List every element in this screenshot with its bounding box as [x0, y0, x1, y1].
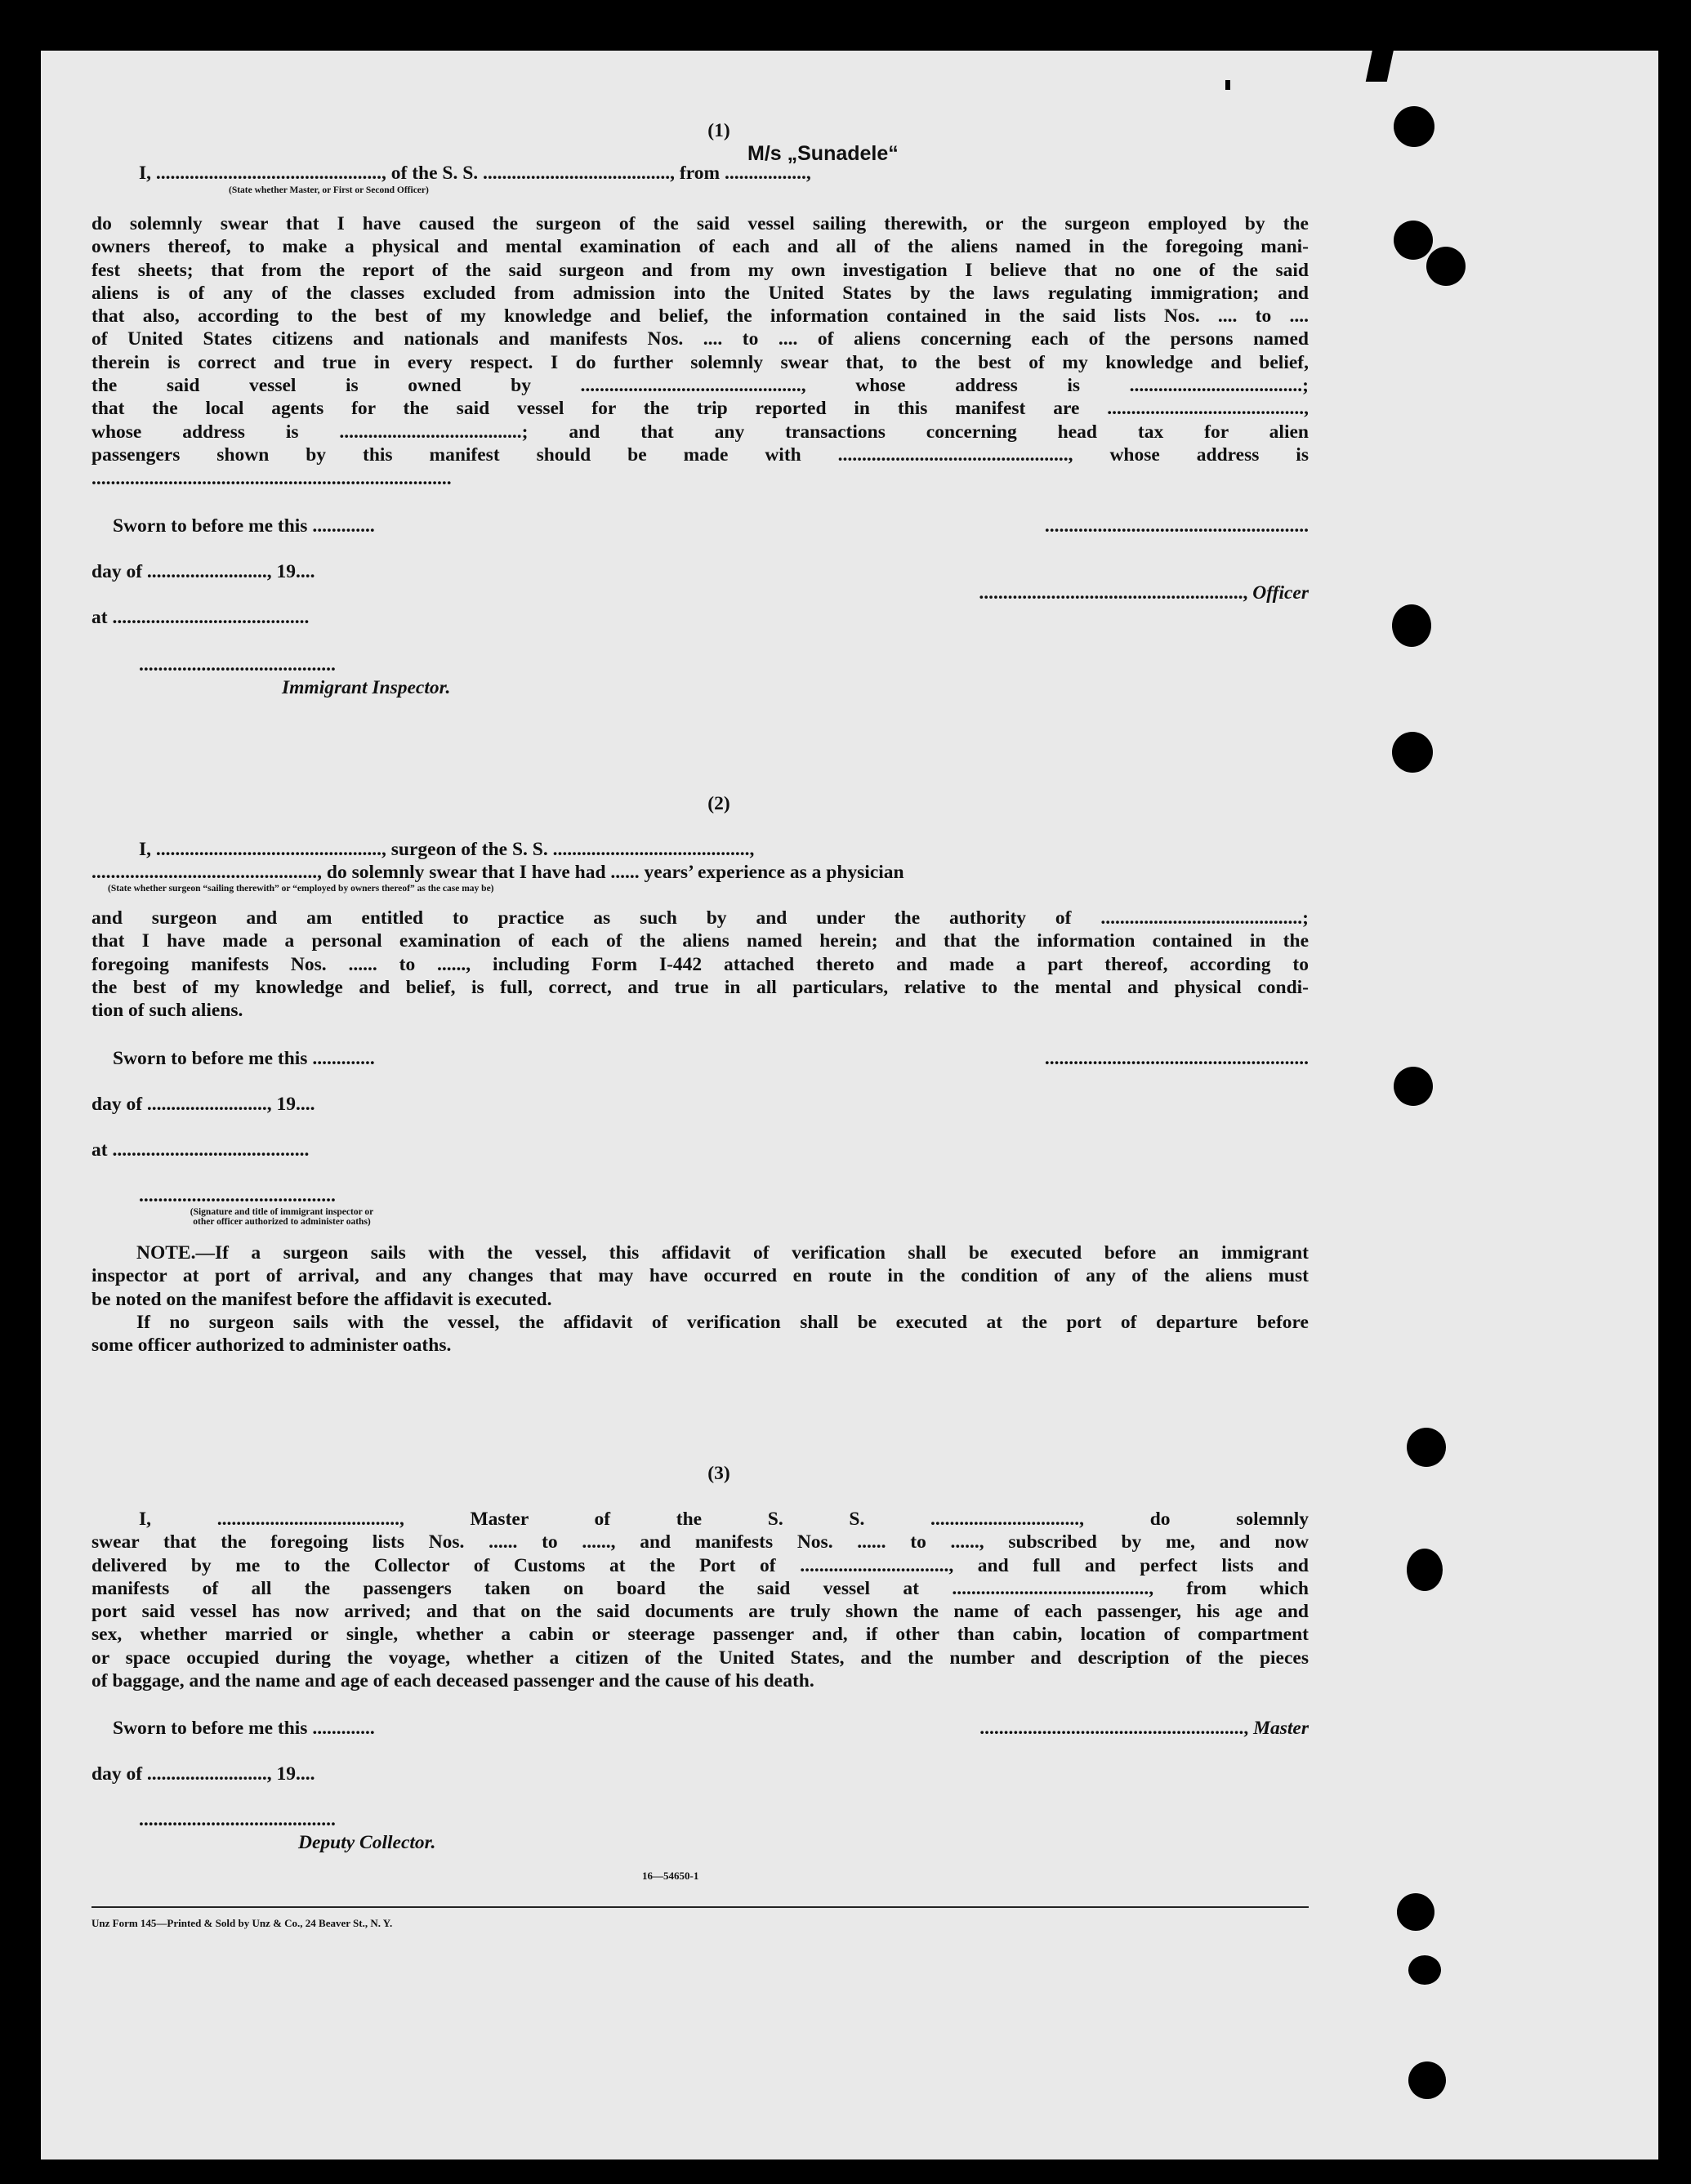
body-line: sex, whether married or single, whether a cabin or steerage passenger and, if other than cabin, location of compartment — [91, 1624, 1309, 1646]
body-line: fest sheets; that from the report of the said surgeon and from my own investigation I believe that no one of the said — [91, 259, 1309, 281]
body-line: manifests of all the passengers taken on board the said vessel at ........................................., from which — [91, 1577, 1309, 1599]
section-2-note — [91, 1241, 1309, 1357]
section-2-day: day of ........................., 19.... — [91, 1094, 315, 1115]
section-1-at: at ......................................... — [91, 607, 310, 628]
section-1-dots-line: ........................................................................... — [91, 468, 452, 489]
punch-hole — [1397, 1893, 1434, 1931]
note-line: NOTE.—If a surgeon sails with the vessel, this affidavit of verification shall be executed before an immigrant — [136, 1242, 1309, 1264]
body-line: delivered by me to the Collector of Customs at the Port of ..............................., and full and perfect lists and — [91, 1554, 1309, 1576]
section-3-sworn: Sworn to before me this ............. — [113, 1718, 375, 1739]
section-1-sworn: Sworn to before me this ............. — [113, 515, 375, 537]
section-1-opening-line: I, ..............................................., of the S. S. ......................................., from ................., — [139, 163, 811, 184]
punch-hole — [1407, 1549, 1443, 1591]
body-line: the said vessel is owned by .............................................., whose address is ....................................; — [91, 375, 1309, 397]
punch-hole — [1392, 604, 1431, 647]
section-2-line-1: I, ..............................................., surgeon of the S. S. ........................................., — [139, 839, 755, 860]
body-line: or space occupied during the voyage, whether a citizen of the United States, and the number and description of the pieces — [91, 1647, 1309, 1669]
form-number: 16—54650-1 — [642, 1870, 699, 1882]
section-3-number: (3) — [707, 1463, 730, 1484]
section-1-inspector-label: Immigrant Inspector. — [282, 677, 451, 698]
section-2-sworn: Sworn to before me this ............. — [113, 1048, 375, 1069]
section-2-signature-line: ....................................................... — [1044, 1048, 1309, 1069]
section-2-body — [91, 907, 1309, 1022]
note-line: some officer authorized to administer oaths. — [91, 1335, 452, 1357]
body-line: foregoing manifests Nos. ...... to ......, including Form I-442 attached thereto and made a part thereof, according to — [91, 953, 1309, 975]
body-line: whose address is ......................................; and that any transactions concerning head tax for alien — [91, 421, 1309, 443]
body-line: aliens is of any of the classes excluded from admission into the United States by the laws regulating immigration; and — [91, 282, 1309, 304]
punch-hole — [1408, 1955, 1441, 1985]
section-2-signature-note-1: (Signature and title of immigrant inspector or — [190, 1207, 374, 1217]
section-3-master-signature — [752, 1717, 1309, 1740]
officer-label: Officer — [1252, 582, 1309, 604]
note-line: If no surgeon sails with the vessel, the affidavit of verification shall be executed at the port of departure before — [136, 1311, 1309, 1333]
footer-divider — [91, 1906, 1309, 1908]
body-line: therein is correct and true in every respect. I do further solemnly swear that, to the best of my knowledge and belief, — [91, 351, 1309, 373]
body-line: the best of my knowledge and belief, is full, correct, and true in all particulars, relative to the mental and physical condi- — [91, 976, 1309, 998]
punch-hole — [1407, 1428, 1446, 1467]
section-1-day: day of ........................., 19.... — [91, 561, 315, 582]
vessel-name-stamp: M/s „Sunadele“ — [747, 142, 899, 165]
section-3-body — [91, 1508, 1309, 1692]
section-1-number: (1) — [707, 120, 730, 141]
section-1-body — [91, 212, 1309, 466]
note-line: inspector at port of arrival, and any changes that may have occurred en route in the condition of any of the aliens must — [91, 1265, 1309, 1287]
printer-credit: Unz Form 145—Printed & Sold by Unz & Co., 24 Beaver St., N. Y. — [91, 1917, 393, 1929]
section-2-signature-dots: ......................................... — [139, 1185, 336, 1206]
section-1-officer-signature — [752, 582, 1309, 604]
punch-hole — [1408, 2061, 1446, 2099]
section-3-collector-dots: ......................................... — [139, 1809, 336, 1830]
section-2-surgeon-note: (State whether surgeon “sailing therewith” or “employed by owners thereof” as the case may be) — [108, 884, 494, 894]
ink-mark — [1225, 80, 1230, 90]
body-line: I, ......................................, Master of the S. S. ..............................., do solemnly — [139, 1509, 1309, 1530]
section-1-inspector-dots: ......................................... — [139, 654, 336, 675]
body-line: tion of such aliens. — [91, 1000, 243, 1022]
section-2-line-2: ..............................................., do solemnly swear that I have had ...... years’ experience as a physician — [91, 862, 904, 883]
body-line: do solemnly swear that I have caused the surgeon of the said vessel sailing therewith, or the surgeon employed by the — [91, 213, 1309, 234]
body-line: that I have made a personal examination of each of the aliens named herein; and that the information contained in the — [91, 930, 1309, 952]
punch-hole — [1426, 247, 1466, 286]
body-line: owners thereof, to make a physical and mental examination of each and all of the aliens named in the foregoing mani- — [91, 236, 1309, 258]
section-2-at: at ......................................... — [91, 1139, 310, 1161]
punch-hole — [1394, 221, 1433, 260]
body-line: and surgeon and am entitled to practice as such by and under the authority of ..........................................; — [91, 907, 1309, 929]
body-line: that also, according to the best of my knowledge and belief, the information contained in the said lists Nos. .... to .... — [91, 305, 1309, 328]
punch-hole — [1392, 732, 1433, 773]
section-3-collector-label: Deputy Collector. — [298, 1832, 436, 1853]
section-2-signature-note-2: other officer authorized to administer oaths) — [193, 1217, 371, 1227]
note-line: be noted on the manifest before the affidavit is executed. — [91, 1288, 552, 1310]
master-dots: ......................................................., — [979, 1718, 1254, 1739]
body-line: that the local agents for the said vessel for the trip reported in this manifest are ........................................., — [91, 398, 1309, 420]
master-label: Master — [1253, 1718, 1309, 1739]
officer-dots: ......................................................., — [979, 582, 1253, 604]
section-1-officer-note: (State whether Master, or First or Second Officer) — [229, 185, 429, 195]
section-1-signature-line: ....................................................... — [1044, 515, 1309, 537]
section-3-day: day of ........................., 19.... — [91, 1763, 315, 1785]
body-line: port said vessel has now arrived; and that on the said documents are truly shown the name of each passenger, his age and — [91, 1601, 1309, 1623]
body-line: of United States citizens and nationals and manifests Nos. .... to .... of aliens concerning each of the persons named — [91, 328, 1309, 350]
section-2-number: (2) — [707, 793, 730, 814]
body-line: passengers shown by this manifest should be made with ................................................, whose address is — [91, 443, 1309, 466]
punch-hole — [1394, 1067, 1433, 1106]
body-line: swear that the foregoing lists Nos. ...... to ......, and manifests Nos. ...... to ......, subscribed by me, and now — [91, 1531, 1309, 1553]
punch-hole — [1394, 106, 1434, 147]
body-line: of baggage, and the name and age of each deceased passenger and the cause of his death. — [91, 1670, 814, 1692]
